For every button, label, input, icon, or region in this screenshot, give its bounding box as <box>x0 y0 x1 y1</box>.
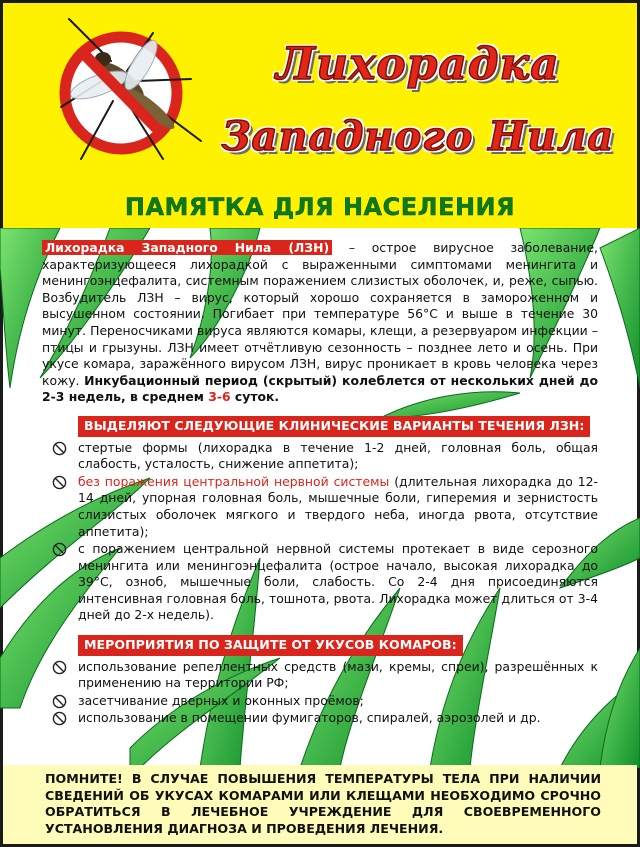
clinical-item-text: стертые формы (лихорадка в течение 1-2 дней, головная боль, общая слабость, усталость, снижение аппетита); <box>78 439 598 472</box>
list-item <box>42 474 598 540</box>
list-item <box>42 693 598 710</box>
protection-heading: МЕРОПРИЯТИЯ ПО ЗАЩИТЕ ОТ УКУСОВ КОМАРОВ: <box>78 635 463 656</box>
prohibition-icon <box>52 711 67 726</box>
prohibition-icon <box>52 694 67 709</box>
protection-item-text: использование в помещении фумигаторов, спиралей, аэрозолей и др. <box>78 710 541 726</box>
list-item <box>42 440 598 473</box>
protection-list <box>42 659 598 727</box>
prohibition-icon <box>52 660 67 675</box>
prohibition-icon <box>52 475 67 490</box>
title-line-2: Западного Нила <box>221 113 615 160</box>
disease-name: Лихорадка Западного Нила (ЛЗН) <box>42 240 332 255</box>
clinical-heading: ВЫДЕЛЯЮТ СЛЕДУЮЩИЕ КЛИНИЧЕСКИЕ ВАРИАНТЫ ТЕЧЕНИЯ ЛЗН: <box>78 416 590 437</box>
incubation-end: суток. <box>230 389 280 405</box>
protection-item-text: использование репеллентных средств (мази, кремы, спреи), разрешённых к применению на территории РФ; <box>78 658 598 691</box>
warning-box <box>3 765 637 844</box>
incubation-days: 3-6 <box>208 389 231 405</box>
list-item <box>42 541 598 624</box>
poster-header <box>3 3 637 228</box>
warning-text: ПОМНИТЕ! В СЛУЧАЕ ПОВЫШЕНИЯ ТЕМПЕРАТУРЫ ТЕЛА ПРИ НАЛИЧИИ СВЕДЕНИЙ ОБ УКУСАХ КОМАРАМИ ИЛИ КЛЕЩАМИ НЕОБХОДИМО СРОЧНО ОБРАТИТЬСЯ В ЛЕЧЕБНОЕ УЧРЕЖДЕНИЕ ДЛЯ СВОЕВРЕМЕННОГО УСТАНОВЛЕНИЯ ДИАГНОЗА И ПРОВЕДЕНИЯ ЛЕЧЕНИЯ. <box>45 771 601 836</box>
poster-body <box>42 240 598 728</box>
prohibition-icon <box>52 441 67 456</box>
protection-item-text: засетчивание дверных и оконных проёмов; <box>78 692 364 708</box>
poster-subtitle: ПАМЯТКА ДЛЯ НАСЕЛЕНИЯ <box>124 193 516 221</box>
intro-paragraph <box>42 240 598 406</box>
incubation-text: Инкубационный период (скрытый) колеблется от нескольких дней до 2-3 недель, в среднем <box>42 372 598 405</box>
list-item <box>42 659 598 692</box>
clinical-item-text: (длительная лихорадка до 12-14 дней, упорная головная боль, мышечные боли, гиперемия и зернистость слизистых оболочек мягкого и твердого неба, иногда рвота, отсутствие аппетита); <box>78 473 598 539</box>
clinical-item-text: с поражением центральной нервной системы протекает в виде серозного менингита или менингоэнцефалита (острое начало, высокая лихорадка до 39°С, озноб, мышечные боли, слабость. Со 2-4 дня присоединяются интенсивная головная боль, тошнота, рвота. Лихорадка может длиться от 3-4 дней до 2-х недель). <box>78 541 598 623</box>
list-item <box>42 710 598 727</box>
no-mosquito-icon <box>41 9 211 179</box>
clinical-list <box>42 440 598 625</box>
clinical-item-accent: без поражения центральной нервной системы <box>78 473 390 489</box>
intro-text: – острое вирусное заболевание, характеризующееся лихорадкой с выраженными симптомами менингита и менингоэнцефалита, системным поражением слизистых оболочек, и, реже, сыпью. Возбудитель ЛЗН – вирус, который хорошо сохраняется в замороженном и высушенном состоянии. Погибает при температуре 56°С и выше в течение 30 минут. Переносчиками вируса являются комары, клещи, а резервуаром инфекции – птицы и грызуны. ЛЗН имеет отчётливую сезонность – позднее лето и осень. При укусе комара, заражённого вирусом ЛЗН, вирус проникает в кровь человека через кожу. <box>42 240 599 388</box>
title-line-1: Лихорадка <box>276 39 560 90</box>
prohibition-icon <box>52 542 67 557</box>
